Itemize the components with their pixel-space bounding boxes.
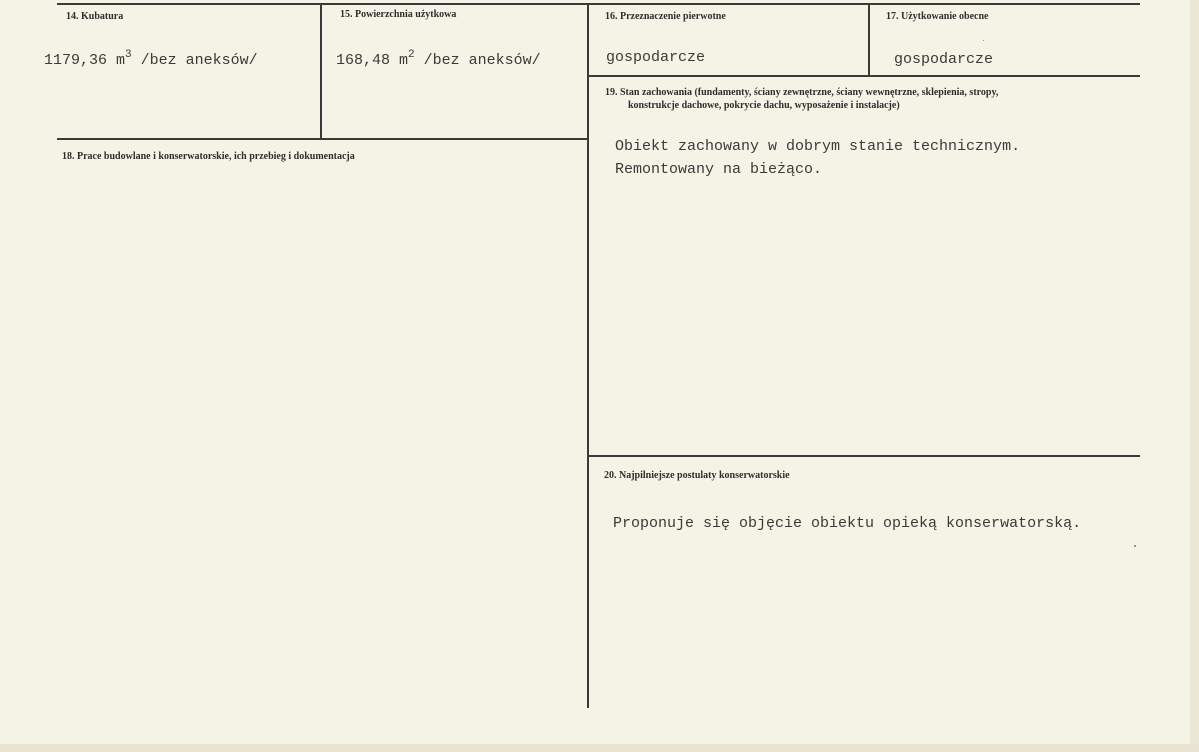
volume-exponent: 3 bbox=[125, 49, 132, 61]
card-right-edge bbox=[1190, 0, 1199, 752]
area-number: 168,48 m bbox=[336, 52, 409, 69]
field-17-value: gospodarcze bbox=[894, 51, 994, 68]
field-19-label-line-1: 19. Stan zachowania (fundamenty, ściany zewnętrzne, ściany wewnętrzne, sklepienia, stropy, bbox=[605, 87, 999, 98]
field-20-text: Proponuje się objęcie obiektu opieką konserwatorską. bbox=[613, 515, 1082, 532]
area-exponent: 2 bbox=[408, 49, 415, 61]
field-16-label: 16. Przeznaczenie pierwotne bbox=[605, 11, 726, 22]
field-15-value bbox=[336, 50, 541, 72]
field-19-text-line-2: Remontowany na bieżąco. bbox=[615, 161, 823, 178]
area-note: /bez aneksów/ bbox=[414, 52, 541, 69]
field-19-text-line-1: Obiekt zachowany w dobrym stanie technicznym. bbox=[615, 138, 1021, 155]
field-14-value bbox=[44, 50, 258, 72]
top-border-line bbox=[57, 3, 1140, 5]
field-20-label: 20. Najpilniejsze postulaty konserwatorskie bbox=[604, 470, 790, 481]
card-bottom-edge bbox=[0, 744, 1199, 752]
paper-speck bbox=[983, 40, 984, 41]
field-14-label: 14. Kubatura bbox=[66, 11, 124, 22]
field-19-label-line-2: konstrukcje dachowe, pokrycie dachu, wyposażenie i instalacje) bbox=[628, 100, 900, 111]
field-18-label: 18. Prace budowlane i konserwatorskie, ich przebieg i dokumentacja bbox=[62, 151, 355, 162]
field-16-value: gospodarcze bbox=[606, 49, 706, 66]
divider-16-17 bbox=[868, 3, 870, 76]
volume-number: 1179,36 m bbox=[44, 52, 126, 69]
divider-14-15 bbox=[320, 3, 322, 139]
line-above-20 bbox=[588, 455, 1140, 457]
volume-note: /bez aneksów/ bbox=[131, 52, 258, 69]
field-17-label: 17. Użytkowanie obecne bbox=[886, 11, 989, 22]
divider-15-16 bbox=[587, 3, 589, 708]
paper-speck bbox=[1134, 545, 1136, 547]
field-15-label: 15. Powierzchnia użytkowa bbox=[340, 9, 457, 20]
line-above-18 bbox=[57, 138, 588, 140]
line-under-16-17 bbox=[588, 75, 1140, 77]
